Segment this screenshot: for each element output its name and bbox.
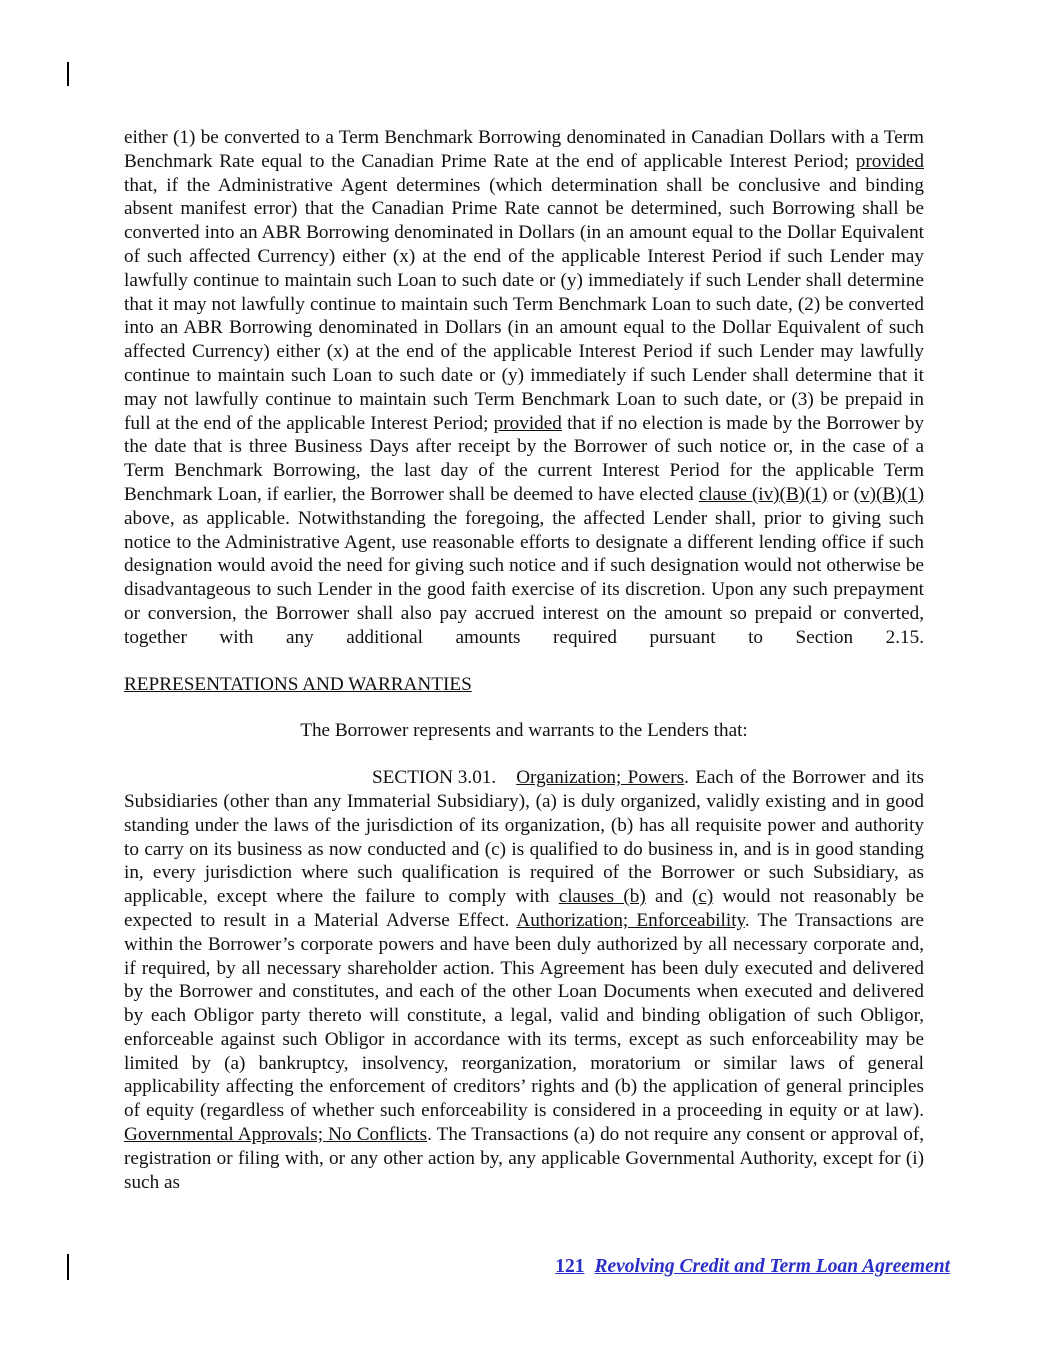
continuation-paragraph: either (1) be converted to a Term Benchmark Borrowing denominated in Canadian Dollars with a Term Benchmark Rate equal to the Canadian Prime Rate at the end of applicable Interest Period; provided that, if the Administrative Agent determines (which determination shall be conclusive and binding absent manifest error) that the Canadian Prime Rate cannot be determined, such Borrowing shall be converted into an ABR Borrowing denominated in Dollars (in an amount equal to the Dollar Equivalent of such affected Currency) either (x) at the end of the applicable Interest Period if such Lender may lawfully continue to maintain such Loan to such date or (y) immediately if such Lender shall determine that it may not lawfully continue to maintain such Term Benchmark Loan to such date, (2) be converted into an ABR Borrowing denominated in Dollars (in an amount equal to the Dollar Equivalent of such affected Currency) either (x) at the end of the applicable Interest Period if such Lender may lawfully continue to maintain such Loan to such date or (y) immediately if such Lender shall determine that it may not lawfully continue to maintain such Term Benchmark Loan to such date, or (3) be prepaid in full at the end of the applicable Interest Period; provided that if no election is made by the Borrower by the date that is three Business Days after receipt by the Borrower of such notice or, in the case of a Term Benchmark Borrowing, the last day of the current Interest Period for the applicable Term Benchmark Loan, if earlier, the Borrower shall be deemed to have elected clause (iv)(B)(1) or (v)(B)(1) above, as applicable. Notwithstanding the foregoing, the affected Lender shall, prior to giving such notice to the Administrative Agent, use reasonable efforts to designate a different lending office if such designation would avoid the need for giving such notice and if such designation would not otherwise be disadvantageous to such Lender in the good faith exercise of its discretion. Upon any such prepayment or conversion, the Borrower shall also pay accrued interest on the amount so prepaid or converted, together with any additional amounts required pursuant to Section 2.15. [124, 127, 924, 648]
provided-term: provided [855, 150, 924, 172]
provided-term: provided [493, 412, 562, 434]
section-label: SECTION 3.01. [372, 767, 497, 789]
clause-reference: (c) [691, 886, 714, 908]
subsection-title: Authorization; Enforceability [516, 909, 745, 931]
article-heading: REPRESENTATIONS AND WARRANTIES [124, 673, 472, 695]
section-3-01-paragraph: SECTION 3.01. Organization; Powers. Each of the Borrower and its Subsidiaries (other than any Immaterial Subsidiary), (a) is duly organized, validly existing and in good standing under the laws of the jurisdiction of its organization, (b) has all requisite power and authority to carry on its business as now conducted and (c) is qualified to do business in, and is in good standing in, every jurisdiction where such qualification is required of the Borrower or such Subsidiary, as applicable, except where the failure to comply with clauses (b) and (c) would not reasonably be expected to result in a Material Adverse Effect. Authorization; Enforceability. The Transactions are within the Borrower’s corporate powers and have been duly authorized by all necessary corporate and, if required, by all necessary shareholder action. This Agreement has been duly executed and delivered by the Borrower and constitutes, and each of the other Loan Documents when executed and delivered by each Obligor party thereto will constitute, a legal, valid and binding obligation of such Obligor, enforceable against such Obligor in accordance with its terms, except as such enforceability may be limited by (a) bankruptcy, insolvency, reorganization, moratorium or similar laws of general applicability affecting the enforcement of creditors’ rights and (b) the application of general principles of equity (regardless of whether such enforceability is considered in a proceeding in equity or at law). Governmental Approvals; No Conflicts. The Transactions (a) do not require any consent or approval of, registration or filing with, or any other action by, any applicable Governmental Authority, except for (i) such as [124, 767, 925, 1193]
clause-reference: clause (iv)(B)(1) [698, 483, 828, 505]
subsection-title: Governmental Approvals; No Conflicts [124, 1124, 428, 1146]
section-title: Organization; Powers [516, 767, 685, 789]
document-title-link[interactable]: Revolving Credit and Term Loan Agreement [594, 1256, 950, 1277]
change-bar-top [67, 62, 69, 86]
clause-reference: clauses (b) [558, 886, 646, 908]
document-body [124, 126, 924, 1194]
page-footer [555, 1256, 950, 1278]
intro-statement: The Borrower represents and warrants to the Lenders that: [300, 720, 748, 742]
page-number[interactable]: 121 [555, 1256, 585, 1277]
clause-reference: (v)(B)(1) [853, 483, 924, 505]
change-bar-bottom [67, 1254, 69, 1280]
